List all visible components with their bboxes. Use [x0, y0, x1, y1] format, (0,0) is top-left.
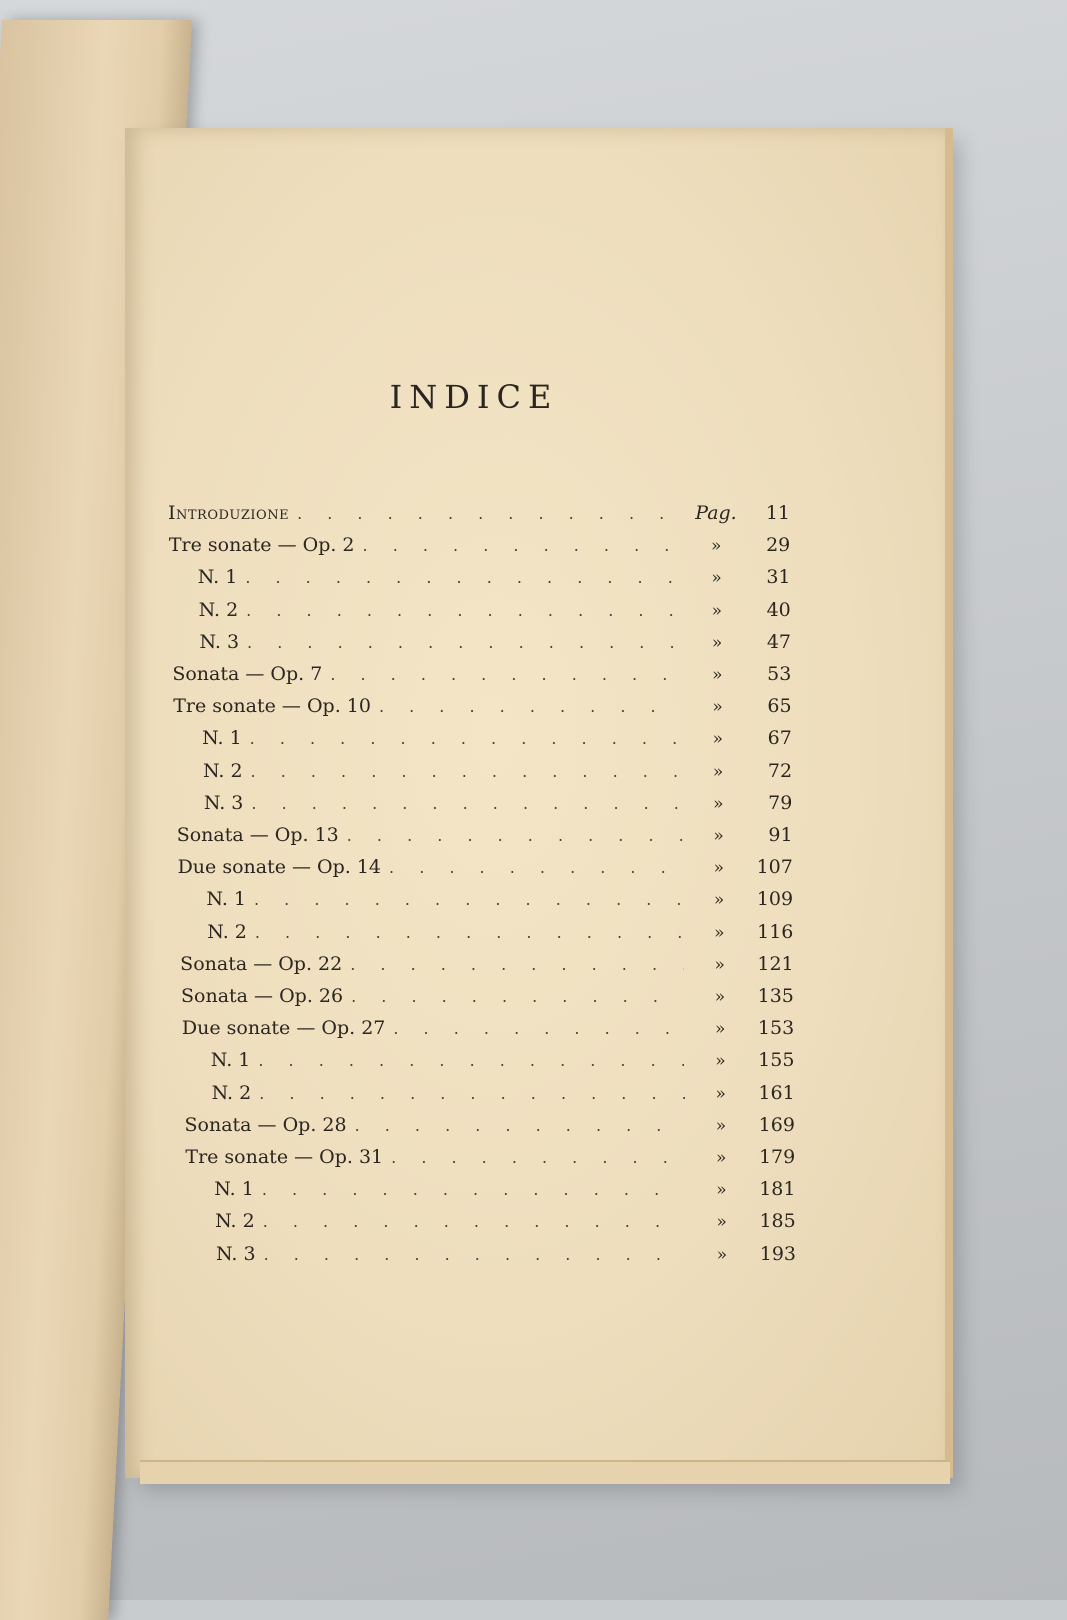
dot-leader	[245, 568, 680, 587]
toc-entry-page-number: 181	[759, 1178, 796, 1201]
toc-entry-marker: »	[711, 632, 723, 653]
dot-leader	[379, 697, 682, 716]
toc-entry	[204, 792, 793, 822]
dot-leader	[355, 1116, 685, 1135]
dot-leader	[251, 762, 683, 781]
toc-entry	[185, 1114, 795, 1144]
toc-entry	[215, 1210, 796, 1240]
toc-entry	[203, 760, 792, 790]
toc-entry-marker: »	[715, 1083, 726, 1104]
toc-entry-marker: »	[711, 600, 722, 621]
toc-entry-page-number: 65	[767, 695, 792, 718]
toc-entry	[206, 888, 793, 918]
toc-entry-label: N. 1	[210, 1049, 251, 1072]
toc-entry	[172, 663, 791, 693]
toc-entry-page-number: 179	[758, 1146, 796, 1168]
dot-leader	[297, 504, 680, 523]
toc-entry-marker: »	[712, 729, 724, 750]
toc-entry-label: Introduzione	[168, 502, 290, 524]
toc-entry-page-number: 109	[756, 888, 794, 911]
toc-entry-label: N. 2	[215, 1210, 255, 1233]
toc-entry-label: N. 2	[211, 1081, 252, 1104]
toc-entry-label: Sonata — Op. 22	[180, 952, 343, 975]
toc-entry	[199, 631, 791, 661]
toc-entry-label: N. 2	[198, 598, 239, 621]
toc-entry-label: Sonata — Op. 28	[184, 1113, 347, 1136]
dot-leader	[250, 729, 682, 748]
toc-entry-label: N. 3	[216, 1242, 256, 1265]
toc-entry-page-number: 185	[759, 1210, 796, 1233]
dot-leader	[254, 890, 683, 909]
dot-leader	[263, 1212, 686, 1231]
toc-entry	[178, 856, 793, 886]
toc-entry-label: Sonata — Op. 26	[181, 985, 344, 1007]
dot-leader	[259, 1084, 684, 1103]
toc-entry-page-number: 11	[765, 502, 790, 524]
toc-entry-label: N. 1	[214, 1178, 254, 1201]
toc-entry	[202, 727, 792, 757]
toc-entry-marker: »	[716, 1180, 727, 1201]
toc-entry-label: N. 1	[202, 727, 242, 750]
toc-entry-page-number: 107	[756, 856, 793, 879]
toc-entry-marker: »	[713, 826, 724, 846]
toc-entry-label: N. 1	[197, 566, 238, 589]
dot-leader	[393, 1019, 684, 1038]
dot-leader	[391, 1148, 685, 1167]
toc-entry-page-number: 31	[766, 566, 791, 589]
toc-entry-marker: »	[712, 761, 724, 782]
toc-entry-page-number: 121	[757, 952, 794, 975]
dot-leader	[258, 1051, 684, 1070]
toc-entry-marker: »	[714, 922, 725, 943]
dot-leader	[363, 536, 681, 555]
toc-entry-page-number: 40	[766, 598, 791, 621]
toc-entry-marker: »	[716, 1244, 728, 1265]
toc-entry-page-number: 91	[768, 824, 793, 846]
toc-entry	[214, 1178, 795, 1208]
toc-entry-marker: »	[712, 665, 723, 685]
toc-entry-marker: »	[714, 987, 726, 1007]
toc-entry-marker: »	[715, 1115, 727, 1136]
toc-entry-page-number: 53	[767, 663, 792, 685]
toc-entry-label: Tre sonate — Op. 31	[185, 1146, 384, 1168]
toc-entry	[212, 1082, 795, 1112]
dot-leader	[246, 601, 681, 620]
toc-entry-marker: »	[714, 1019, 726, 1040]
toc-entry-page-number: 135	[757, 985, 794, 1007]
toc-entry-page-number: 47	[766, 630, 792, 653]
toc-entry-marker: »	[716, 1212, 727, 1233]
toc-entry	[169, 534, 790, 564]
toc-entry-label: Sonata — Op. 7	[172, 663, 323, 685]
toc-entry-page-number: 67	[767, 727, 792, 750]
toc-entry-label: N. 3	[203, 791, 244, 814]
index-title: INDICE	[389, 378, 559, 416]
toc-entry-marker: »	[713, 890, 725, 911]
toc-entry-marker: »	[713, 793, 724, 814]
toc-entry-marker: »	[715, 1051, 726, 1072]
toc-entry-page-number: 153	[757, 1017, 795, 1040]
toc-entry	[173, 695, 791, 725]
toc-entry	[181, 985, 794, 1015]
dot-leader	[350, 955, 683, 974]
toc-entry-page-number: 29	[766, 534, 791, 557]
toc-entry-marker: »	[716, 1148, 727, 1168]
toc-entry-marker: »	[713, 858, 725, 879]
toc-entry-page-number: 169	[758, 1113, 795, 1136]
toc-entry-label: N. 3	[199, 630, 240, 653]
toc-entry-label: Due sonate — Op. 27	[181, 1017, 386, 1040]
toc-entry	[182, 1017, 794, 1047]
toc-entry-page-number: 116	[757, 920, 794, 943]
toc-entry	[198, 566, 791, 596]
toc-entry	[177, 824, 793, 854]
dot-leader	[347, 826, 683, 845]
toc-entry	[211, 1049, 795, 1079]
dot-leader	[351, 987, 684, 1006]
toc-entry	[185, 1146, 795, 1176]
dot-leader	[251, 794, 682, 813]
dot-leader	[255, 923, 684, 942]
toc-entry-marker: »	[714, 954, 725, 975]
toc-entry	[199, 599, 791, 629]
toc-entry-page-number: 79	[768, 791, 793, 814]
toc-entry-label: Tre sonate — Op. 10	[173, 695, 371, 718]
dot-leader	[264, 1245, 686, 1264]
toc-entry-marker: »	[711, 536, 722, 557]
toc-entry-label: N. 2	[207, 920, 247, 943]
toc-entry-marker: Pag.	[695, 502, 737, 524]
toc-entry-page-number: 72	[767, 759, 793, 782]
toc-entry-label: Sonata — Op. 13	[176, 824, 339, 846]
toc-entry-label: N. 2	[202, 759, 243, 782]
toc-entry-label: N. 1	[206, 888, 246, 911]
dot-leader	[330, 665, 681, 684]
toc-entry	[180, 953, 793, 983]
toc-entry	[168, 502, 790, 532]
toc-entry	[216, 1243, 796, 1273]
dot-leader	[389, 858, 683, 877]
toc-entry-page-number: 155	[758, 1049, 795, 1072]
dot-leader	[262, 1180, 686, 1199]
toc-entry-label: Due sonate — Op. 14	[177, 856, 382, 879]
toc-entry-page-number: 161	[758, 1081, 795, 1104]
toc-entry-label: Tre sonate — Op. 2	[168, 534, 355, 557]
dot-leader	[247, 633, 681, 652]
toc-entry	[207, 921, 793, 951]
toc-entry-marker: »	[712, 697, 723, 718]
toc-entry-page-number: 193	[759, 1242, 796, 1265]
toc-entry-marker: »	[711, 568, 722, 589]
